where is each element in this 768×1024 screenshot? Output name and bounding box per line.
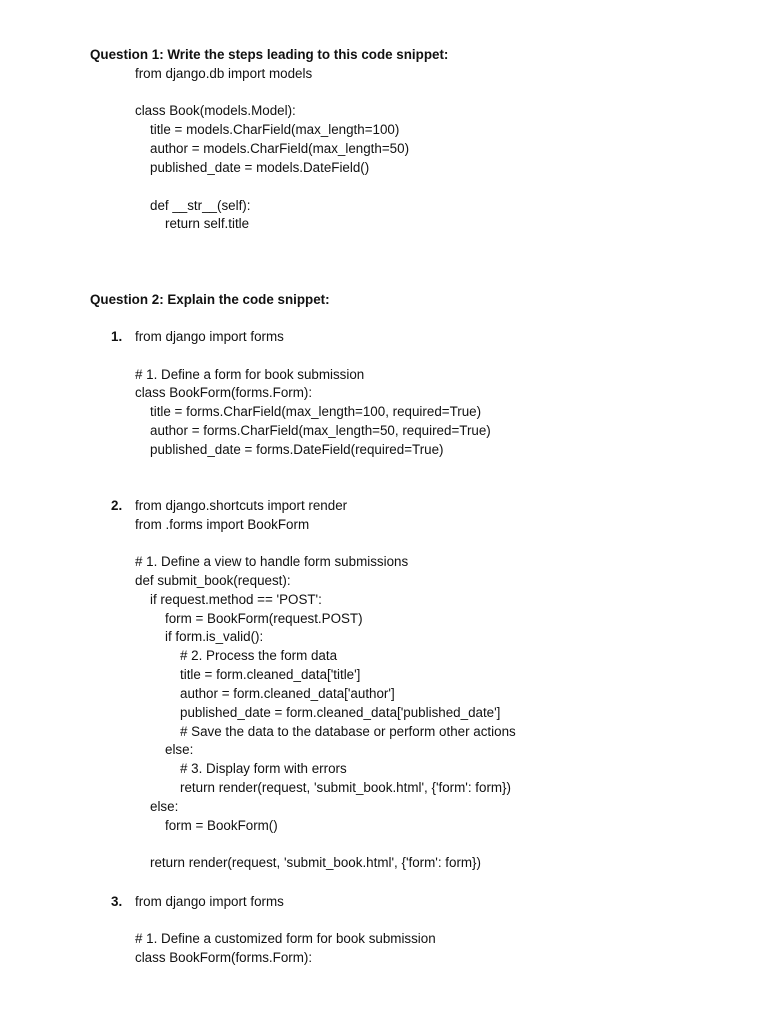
code-line: class BookForm(forms.Form): [135,385,313,400]
code-line: title = forms.CharField(max_length=100, required=True) [150,404,482,419]
code-line: if request.method == 'POST': [150,592,322,607]
question-1-heading: Question 1: Write the steps leading to this code snippet: [90,47,449,62]
item-number: 3. [111,894,123,909]
code-line: class BookForm(forms.Form): [135,950,313,965]
code-line: from django.db import models [135,66,313,81]
code-line: from django import forms [135,894,284,909]
code-line: form = BookForm() [165,818,278,833]
code-line: author = forms.CharField(max_length=50, required=True) [150,423,491,438]
code-line: # Save the data to the database or perform other actions [180,724,516,739]
question-2-heading: Question 2: Explain the code snippet: [90,292,330,307]
code-line: author = form.cleaned_data['author'] [180,686,395,701]
code-line: published_date = form.cleaned_data['published_date'] [180,705,501,720]
code-line: author = models.CharField(max_length=50) [150,141,410,156]
code-line: class Book(models.Model): [135,103,296,118]
item-number: 2. [111,498,123,513]
code-line: published_date = forms.DateField(required=True) [150,442,444,457]
code-line: else: [165,742,194,757]
code-line: title = form.cleaned_data['title'] [180,667,361,682]
code-line: from django import forms [135,329,284,344]
code-line: if form.is_valid(): [165,629,264,644]
code-line: published_date = models.DateField() [150,160,370,175]
item-number: 1. [111,329,123,344]
code-line: return self.title [165,216,250,231]
code-line: # 1. Define a customized form for book submission [135,931,436,946]
code-line: # 1. Define a view to handle form submissions [135,554,409,569]
code-line: return render(request, 'submit_book.html', {'form': form}) [150,855,481,870]
code-line: def submit_book(request): [135,573,291,588]
code-line: # 1. Define a form for book submission [135,367,365,382]
code-line: # 3. Display form with errors [180,761,347,776]
code-line: from django.shortcuts import render [135,498,348,513]
code-line: return render(request, 'submit_book.html', {'form': form}) [180,780,511,795]
code-line: # 2. Process the form data [180,648,338,663]
code-line: def __str__(self): [150,198,251,213]
code-line: else: [150,799,179,814]
code-line: title = models.CharField(max_length=100) [150,122,400,137]
code-line: from .forms import BookForm [135,517,310,532]
code-line: form = BookForm(request.POST) [165,611,363,626]
